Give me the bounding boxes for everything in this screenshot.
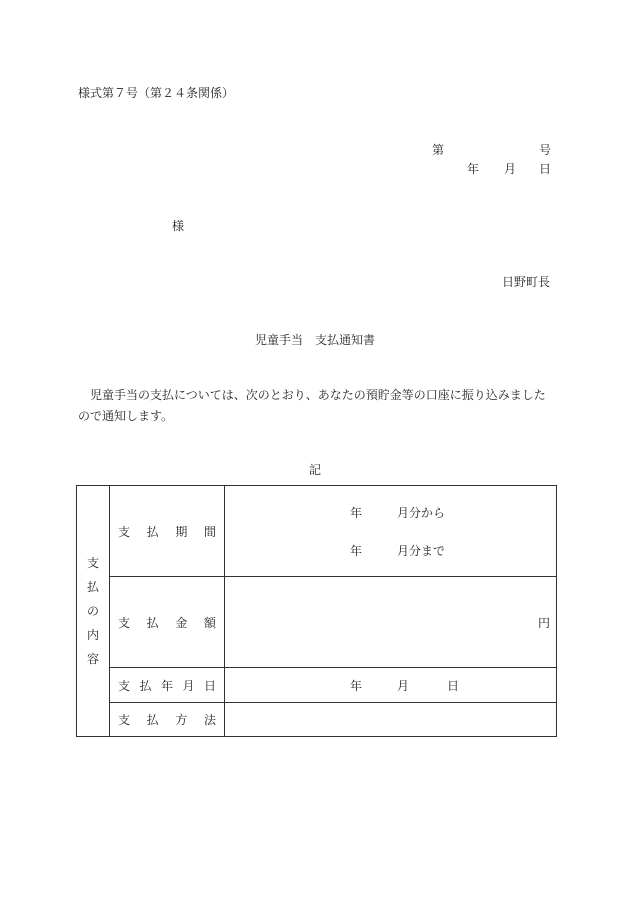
group-label-char: 容 <box>86 652 99 666</box>
group-label-payment-contents <box>77 486 110 737</box>
period-from-month: 月分から <box>397 506 446 520</box>
value-payment-method <box>225 703 557 737</box>
label-payment-period <box>110 486 225 577</box>
document-number-suffix: 号 <box>539 143 552 157</box>
label-char: 方 <box>175 713 188 727</box>
ki-marker: 記 <box>308 463 321 477</box>
label-char: 月 <box>182 678 195 693</box>
addressee-honorific: 様 <box>172 219 185 233</box>
label-char: 支 <box>118 678 131 693</box>
table-row-date <box>77 668 557 703</box>
label-char: 日 <box>203 678 216 693</box>
document-title: 児童手当 支払通知書 <box>254 333 375 347</box>
label-char: 額 <box>203 615 216 630</box>
period-to-month: 月分まで <box>397 544 446 558</box>
group-label-char: 内 <box>86 628 99 642</box>
group-label-char: 払 <box>86 580 99 594</box>
group-label-char: の <box>86 604 99 618</box>
label-char: 払 <box>146 615 159 630</box>
issuer: 日野町長 <box>502 275 551 289</box>
label-payment-date <box>110 668 225 703</box>
document-number-prefix: 第 <box>432 143 445 157</box>
label-char: 期 <box>175 524 188 539</box>
amount-unit: 円 <box>537 616 550 630</box>
payment-details-table <box>76 485 557 737</box>
form-number: 様式第７号（第２４条関係） <box>78 86 235 100</box>
label-char: 年 <box>160 678 173 693</box>
label-char: 法 <box>203 713 216 727</box>
table-row-method <box>77 703 557 737</box>
body-text: 児童手当の支払については、次のとおり、あなたの預貯金等の口座に振り込みましたので通知します。 <box>78 388 546 423</box>
issue-date-year: 年 <box>467 162 480 176</box>
issue-date-month: 月 <box>504 162 517 176</box>
label-char: 払 <box>146 524 159 539</box>
label-char: 払 <box>146 713 159 727</box>
label-char: 金 <box>175 615 188 630</box>
label-payment-method <box>110 703 225 737</box>
label-payment-amount <box>110 577 225 668</box>
issue-date-day: 日 <box>539 162 552 176</box>
payment-date-year: 年 <box>350 679 363 693</box>
label-char: 支 <box>118 615 131 630</box>
value-payment-date <box>225 668 557 703</box>
payment-date-month: 月 <box>397 679 410 693</box>
period-to-year: 年 <box>350 544 363 558</box>
period-from-year: 年 <box>350 506 363 520</box>
payment-date-day: 日 <box>447 679 460 693</box>
group-label-char: 支 <box>86 556 99 570</box>
label-char: 間 <box>203 524 216 539</box>
label-char: 支 <box>118 713 131 727</box>
table-row-amount <box>77 577 557 668</box>
label-char: 支 <box>118 524 131 539</box>
label-char: 払 <box>139 678 152 693</box>
value-payment-period <box>225 486 557 577</box>
value-payment-amount <box>225 577 557 668</box>
table-row-period <box>77 486 557 577</box>
